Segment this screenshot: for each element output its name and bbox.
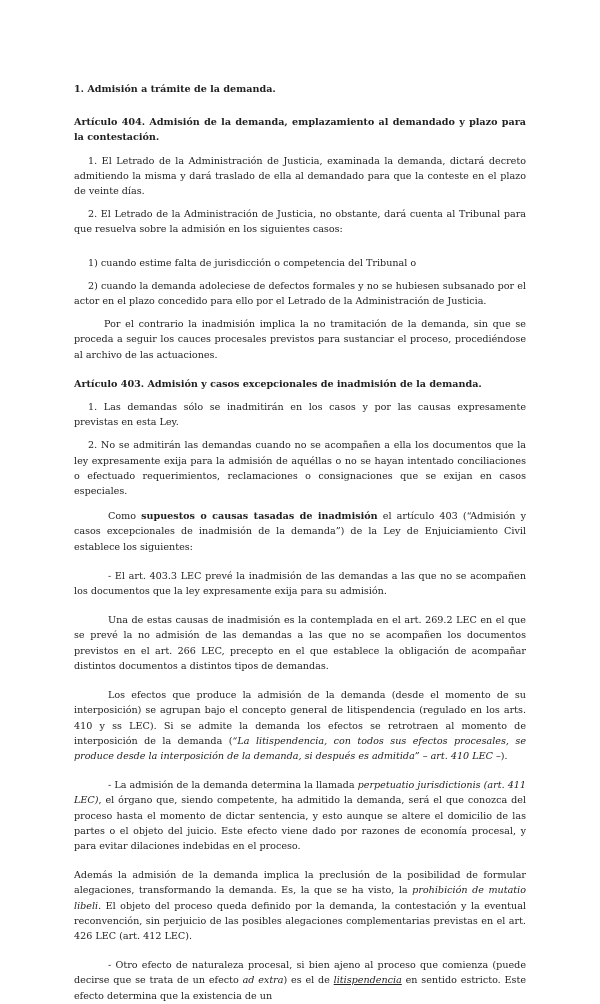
article-404-paragraph-1: 1. El Letrado de la Administración de Justicia, examinada la demanda, dictará decreto admitiendo la misma y dará traslado de ella al demandado para que la conteste en el plazo de veinte días. <box>74 155 526 198</box>
article-404-case-1: 1) cuando estime falta de jurisdicción o competencia del Tribunal o <box>88 257 417 269</box>
inadmission-paragraph: Por el contrario la inadmisión implica la no tramitación de la demanda, sin que se proceda a seguir los cauces procesales previstos para sustanciar el proceso, procediéndose al archivo de las actuaciones. <box>74 319 526 361</box>
ademas-paragraph: Además la admisión de la demanda implica la preclusión de la posibilidad de formular alegaciones, transformando la demanda. Es, la que se ha visto, la prohibición de mutatio libeli. El objeto del proceso queda definido por la demanda, la contestación y la eventual reconvención, sin perjuicio de las posibles alegaciones complementarias previstas en el art. 426 LEC (art. 412 LEC). <box>74 870 526 942</box>
mutatio-libeli-term: prohibición de mutatio libeli. <box>74 885 526 912</box>
article-404-title: Artículo 404. Admisión de la demanda, emplazamiento al demandado y plazo para la contestación. <box>74 117 526 144</box>
bullet-403-3: - El art. 403.3 LEC prevé la inadmisión de las demandas a las que no se acompañen los documentos que la ley expresamente exija para su admisión. <box>74 570 526 598</box>
article-404-case-2: 2) cuando la demanda adoleciese de defectos formales y no se hubiesen subsanado por el actor en el plazo concedido para ello por el Letrado de la Administración de Justicia. <box>74 280 526 308</box>
supuestos-paragraph: Como supuestos o causas tasadas de inadmisión el artículo 403 (“Admisión y casos excepcionales de inadmisión de la demanda”) de la Ley de Enjuiciamiento Civil establece los siguientes: <box>74 511 526 553</box>
section-heading: 1. Admisión a trámite de la demanda. <box>74 84 276 95</box>
otro-efecto-paragraph: - Otro efecto de naturaleza procesal, si bien ajeno al proceso que comienza (puede decirse que se trata de un efecto ad extra) es el de litispendencia en sentido estricto. Este efecto determina que la existencia de un <box>74 960 526 1002</box>
efectos-paragraph: Los efectos que produce la admisión de la demanda (desde el momento de su interposición) se agrupan bajo el concepto general de litispendencia (regulado en los arts. 410 y ss LEC). Si se admite la demanda los efectos se retrotraen al momento de interposición de la demanda (“La litispendencia, con todos sus efectos procesales, se produce desde la interposición de la demanda, si después es admitida” – art. 410 LEC –). <box>74 690 526 762</box>
article-404-paragraph-2: 2. El Letrado de la Administración de Justicia, no obstante, dará cuenta al Tribunal para que resuelva sobre la admisión en los siguientes casos: <box>74 209 526 236</box>
document-page <box>74 82 526 1004</box>
supuestos-emphasis: supuestos o causas tasadas de inadmisión <box>141 511 378 523</box>
article-403-paragraph-2: 2. No se admitirán las demandas cuando no se acompañen a ella los documentos que la ley expresamente exija para la admisión de aquéllas o no se hayan intentado conciliaciones o efectuado requerimientos, reclamaciones o consignaciones que se exijan en casos especiales. <box>74 440 526 498</box>
article-403-title: Artículo 403. Admisión y casos excepcionales de inadmisión de la demanda. <box>74 378 482 390</box>
causa-paragraph: Una de estas causas de inadmisión es la contemplada en el art. 269.2 LEC en el que se prevé la no admisión de las demandas a las que no se acompañen los documentos previstos en el art. 266 LEC, precepto en el que establece la obligación de acompañar distintos documentos a distintos tipos de demandas. <box>74 615 526 672</box>
perpetuatio-paragraph: - La admisión de la demanda determina la llamada perpetuatio jurisdictionis (art. 411 LEC), el órgano que, siendo competente, ha admitido la demanda, será el que conozca del proceso hasta el momento de dictar sentencia, y esto aunque se altere el domicilio de las partes o el objeto del juicio. Este efecto viene dado por razones de economía procesal, y para evitar dilaciones indebidas en el proceso. <box>74 780 527 852</box>
litispendencia-quote: “La litispendencia, con todos sus efectos procesales, se produce desde la interposición de la demanda, si después es admitida” – art. 410 LEC – <box>74 735 526 762</box>
perpetuatio-term: perpetuatio jurisdictionis (art. 411 LEC) <box>74 780 527 807</box>
litispendencia-link: litispendencia <box>333 975 402 987</box>
article-403-paragraph-1: 1. Las demandas sólo se inadmitirán en los casos y por las causas expresamente previstas en esta Ley. <box>74 402 526 429</box>
ad-extra-term: ad extra <box>242 975 284 987</box>
